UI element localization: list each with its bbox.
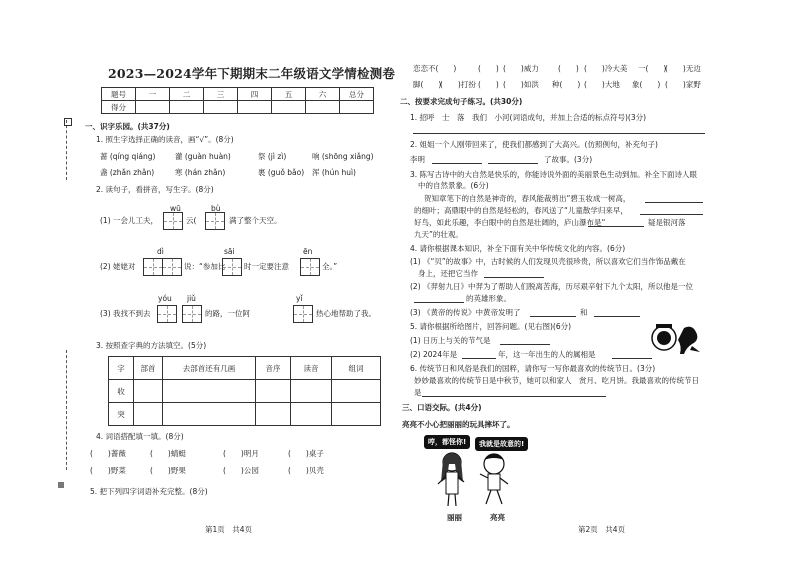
- word-pair[interactable]: ( )野菜: [90, 466, 126, 475]
- question-prompt: 的英雄形象。: [466, 294, 511, 303]
- question-prompt: (1) 日历上与关的节气是: [410, 336, 491, 345]
- word-pair[interactable]: ( )野果: [150, 466, 186, 475]
- idiom-blank[interactable]: 脚( ): [413, 80, 442, 89]
- word-pair[interactable]: ( )公园: [223, 466, 259, 475]
- score-cell: 总分: [340, 88, 374, 101]
- score-cell: 题号: [102, 88, 136, 101]
- score-cell: 得分: [102, 101, 136, 114]
- question-prompt: 了故事。(3分): [544, 155, 593, 164]
- table-header-cell: 组词: [332, 357, 381, 380]
- idiom-blank[interactable]: ( ): [478, 80, 499, 89]
- score-cell: 六: [306, 88, 340, 101]
- pinyin-hint: wū: [170, 204, 181, 213]
- pinyin-hint: yóu: [158, 294, 172, 303]
- idiom-blank[interactable]: 一( ): [638, 64, 667, 73]
- idiom-blank[interactable]: ( )冷大美: [584, 64, 628, 73]
- answer-cell[interactable]: [332, 380, 381, 403]
- question-prompt: 3. 按照查字典的方法填空。(5分): [96, 341, 207, 350]
- answer-line[interactable]: [594, 316, 640, 317]
- dictionary-table: [108, 356, 381, 426]
- pinyin-choice: 裹 (guǒ bǎo): [258, 168, 305, 177]
- question-prompt: 妙妙最喜欢的传统节日是中秋节，她可以和家人 赏月、吃月饼。我最喜欢的传统节日: [414, 376, 699, 385]
- sentence-text: (1) 一会儿工夫，: [100, 216, 159, 225]
- answer-line[interactable]: [612, 358, 652, 359]
- passage-text: 的细叶；高鼎眼中的自然是轻松的，春风送了“儿童散学归来早，: [414, 206, 628, 215]
- idiom-blank[interactable]: ( )家野: [665, 80, 701, 89]
- question-prompt: (3) 《黄帝的传说》中黄帝发明了: [410, 308, 521, 317]
- table-header-cell: 字: [109, 357, 134, 380]
- answer-cell[interactable]: [291, 380, 332, 403]
- table-header-cell: 读音: [291, 357, 332, 380]
- character-box[interactable]: [163, 212, 183, 230]
- page-footer: 第2页 共4页: [578, 525, 626, 534]
- calendar-image: [648, 322, 706, 356]
- character-name: 丽丽: [447, 513, 462, 522]
- pinyin-choice: 盏 (zhǎn zhǎn): [100, 168, 155, 177]
- sentence-text: 全。”: [322, 262, 338, 271]
- binding-line: [66, 120, 67, 180]
- idiom-blank[interactable]: ( )无边: [665, 64, 701, 73]
- answer-line[interactable]: [645, 202, 703, 203]
- score-input-cell[interactable]: [238, 101, 272, 114]
- idiom-blank[interactable]: 恋恋不( ): [413, 64, 457, 73]
- answer-line[interactable]: [588, 226, 644, 227]
- answer-line[interactable]: [488, 163, 538, 164]
- score-cell: 二: [170, 88, 204, 101]
- score-cell: 一: [136, 88, 170, 101]
- question-prompt: (2) 2024年是: [410, 350, 458, 359]
- idiom-blank[interactable]: 种( ): [552, 80, 581, 89]
- passage-text: 疑是银河落: [648, 218, 686, 227]
- character-box[interactable]: [293, 305, 313, 323]
- answer-cell[interactable]: [134, 380, 163, 403]
- answer-line[interactable]: [530, 316, 576, 317]
- dictionary-table-header: [109, 357, 381, 380]
- passage-text: 好鸟，如此乐趣，李白眼中的自然是壮阔的，庐山瀑布是“: [414, 218, 606, 227]
- character-name: 亮亮: [490, 513, 505, 522]
- pinyin-hint: jiǔ: [187, 294, 196, 303]
- exam-title: 2023—2024学年下期期末二年级语文学情检测卷: [108, 66, 396, 81]
- character-box[interactable]: [157, 305, 177, 323]
- score-input-cell[interactable]: [340, 101, 374, 114]
- table-header-cell: 音序: [256, 357, 291, 380]
- question-prompt: 年，这一年出生的人的属相是: [498, 350, 596, 359]
- pinyin-choice: 祭 (jì zì): [258, 152, 287, 161]
- score-input-cell[interactable]: [272, 101, 306, 114]
- question-prompt: 是: [414, 388, 422, 397]
- idiom-blank[interactable]: ( )威力: [503, 64, 539, 73]
- section-heading: 二、按要求完成句子练习。(共30分): [400, 97, 523, 106]
- passage-text: 贺知章笔下的自然是神奇的，春风能裁剪出“碧玉妆成一树高，: [424, 194, 631, 203]
- table-header-cell: 去部首还有几画: [163, 357, 256, 380]
- score-cell: 四: [238, 88, 272, 101]
- answer-cell[interactable]: [256, 380, 291, 403]
- question-prompt: 3. 陈写古诗中的大自然是快乐的，你能诗说外面的美丽景色生动到加。补全下面诗人眼: [410, 170, 698, 179]
- cartoon-illustration: [430, 450, 530, 512]
- score-cell: 三: [204, 88, 238, 101]
- sentence-text: 的路，一位阿: [205, 309, 250, 318]
- answer-cell[interactable]: [332, 403, 381, 426]
- word-pair[interactable]: ( )明月: [223, 449, 259, 458]
- sentence-text: 说：“参加比: [184, 262, 226, 271]
- sentence-text: (3) 我找不到去: [100, 309, 151, 318]
- question-prompt: 2. 姐姐一个人刚带回来了，使我们都感到了大高兴。(仿照例句，补充句子): [410, 140, 658, 149]
- question-prompt: 4. 词语搭配填一填。(8分): [96, 432, 184, 441]
- score-input-cell[interactable]: [204, 101, 238, 114]
- question-prompt: (2) 《羿射九日》中羿为了帮助人们脱离苦海，历尽艰辛射下九个太阳，所以他是一位: [410, 282, 694, 291]
- character-box[interactable]: [182, 305, 202, 323]
- sentence-text: 时一定要注意: [244, 262, 289, 271]
- question-prompt: 6. 传统节日和风俗是我们的国粹，请你写一写你最喜欢的传统节日。(3分): [410, 364, 656, 373]
- sentence-text: 满了整个天空。: [229, 216, 282, 225]
- speech-bubble-lili: 哼，都怪你!: [424, 435, 470, 449]
- pinyin-hint: ēn: [303, 247, 313, 256]
- calendar-illustration: [648, 322, 706, 356]
- idiom-blank[interactable]: ( )如洪: [503, 80, 539, 89]
- answer-cell[interactable]: [291, 403, 332, 426]
- passage-text: 九天”的壮观。: [414, 230, 463, 239]
- answer-cell[interactable]: [134, 403, 163, 426]
- character-box[interactable]: [162, 258, 182, 276]
- binding-marker: [58, 482, 64, 488]
- sentence-text: (2) 姥姥对: [100, 262, 136, 271]
- pinyin-hint: sāi: [224, 247, 235, 256]
- answer-cell[interactable]: [256, 403, 291, 426]
- question-prompt: 亮亮不小心把丽丽的玩具摔坏了。: [402, 420, 515, 429]
- sentence-text: 云(: [186, 216, 197, 225]
- score-input-cell[interactable]: [170, 101, 204, 114]
- question-prompt: 1. 照生字选择正确的读音，画“√”。(8分): [96, 135, 234, 144]
- idiom-blank[interactable]: 象( ): [632, 80, 661, 89]
- table-row-char: 突: [109, 403, 134, 426]
- answer-line[interactable]: [413, 133, 705, 134]
- word-pair[interactable]: ( )桌子: [288, 449, 324, 458]
- answer-line[interactable]: [462, 358, 496, 359]
- word-pair[interactable]: ( )蔷薇: [90, 449, 126, 458]
- answer-line[interactable]: [500, 344, 550, 345]
- character-box[interactable]: [205, 212, 225, 230]
- pinyin-hint: yǐ: [296, 294, 303, 303]
- question-prompt: 1. 招呼 士 落 我们 小河(词语成句，并加上合适的标点符号)(3分): [410, 113, 647, 122]
- score-cell: 五: [272, 88, 306, 101]
- speech-bubble-liangliang: 我就是故意的!: [475, 437, 528, 451]
- question-prompt: 中的自然景象。(6分): [418, 181, 489, 190]
- pinyin-choice: 灌 (guàn huàn): [175, 152, 231, 161]
- score-input-cell[interactable]: [136, 101, 170, 114]
- character-box[interactable]: [143, 258, 163, 276]
- question-prompt: 4. 请你根据课本知识，补全下面有关中华传统文化的内容。(6分): [410, 244, 626, 253]
- pinyin-hint: dì: [157, 247, 164, 256]
- answer-line[interactable]: [432, 163, 482, 164]
- page-footer: 第1页 共4页: [205, 525, 253, 534]
- score-input-cell[interactable]: [306, 101, 340, 114]
- question-prompt: 和: [580, 308, 588, 317]
- boy-figure: [480, 454, 508, 504]
- question-prompt: 李明: [410, 155, 425, 164]
- pinyin-choice: 寒 (hán zhǎn): [175, 168, 226, 177]
- character-box[interactable]: [300, 258, 320, 276]
- section-heading: 一、识字乐园。(共37分): [85, 122, 170, 131]
- answer-cell[interactable]: [163, 380, 256, 403]
- character-box[interactable]: [222, 258, 242, 276]
- pinyin-hint: bù: [211, 204, 221, 213]
- question-prompt: 5. 请你根据所给图片，回答问题。(见右图)(6分): [410, 322, 572, 331]
- pinyin-choice: 浑 (hún huì): [312, 168, 356, 177]
- word-pair[interactable]: ( )蜻蜓: [150, 449, 186, 458]
- pinyin-choice: 蔷 (qíng qiáng): [100, 152, 156, 161]
- score-table: [101, 87, 374, 114]
- answer-line[interactable]: [640, 214, 703, 215]
- table-row: [109, 403, 381, 426]
- girl-figure: [438, 453, 464, 506]
- section-heading: 三、口语交际。(共4分): [402, 403, 482, 412]
- score-table-header-row: [102, 88, 374, 101]
- children-drawing: [430, 450, 530, 512]
- answer-line[interactable]: [484, 277, 544, 278]
- score-table-score-row: [102, 101, 374, 114]
- idiom-blank[interactable]: ( )大地: [584, 80, 620, 89]
- answer-cell[interactable]: [163, 403, 256, 426]
- idiom-blank[interactable]: ( )打扮: [440, 80, 476, 89]
- question-prompt: (1) 《“贝”的故事》中，古时候的人们发现贝壳很珍贵，所以喜欢它们当作饰品戴在: [410, 257, 686, 266]
- pinyin-choice: 响 (shōng xiǎng): [312, 152, 374, 161]
- table-row: [109, 380, 381, 403]
- question-prompt: 2. 读句子，看拼音，写生字。(8分): [96, 185, 214, 194]
- table-header-cell: 部首: [134, 357, 163, 380]
- binding-line: [66, 350, 67, 470]
- table-row-char: 收: [109, 380, 134, 403]
- answer-line[interactable]: [414, 302, 464, 303]
- idiom-blank[interactable]: ( ): [558, 64, 579, 73]
- answer-line[interactable]: [422, 396, 606, 397]
- question-prompt: 5. 把下列四字词语补充完整。(8分): [90, 487, 208, 496]
- word-pair[interactable]: ( )贝壳: [288, 466, 324, 475]
- binding-marker: [64, 118, 72, 126]
- idiom-blank[interactable]: ( ): [478, 64, 499, 73]
- question-prompt: 身上，还把它当作: [418, 269, 478, 278]
- sentence-text: 热心地帮助了我。: [316, 309, 376, 318]
